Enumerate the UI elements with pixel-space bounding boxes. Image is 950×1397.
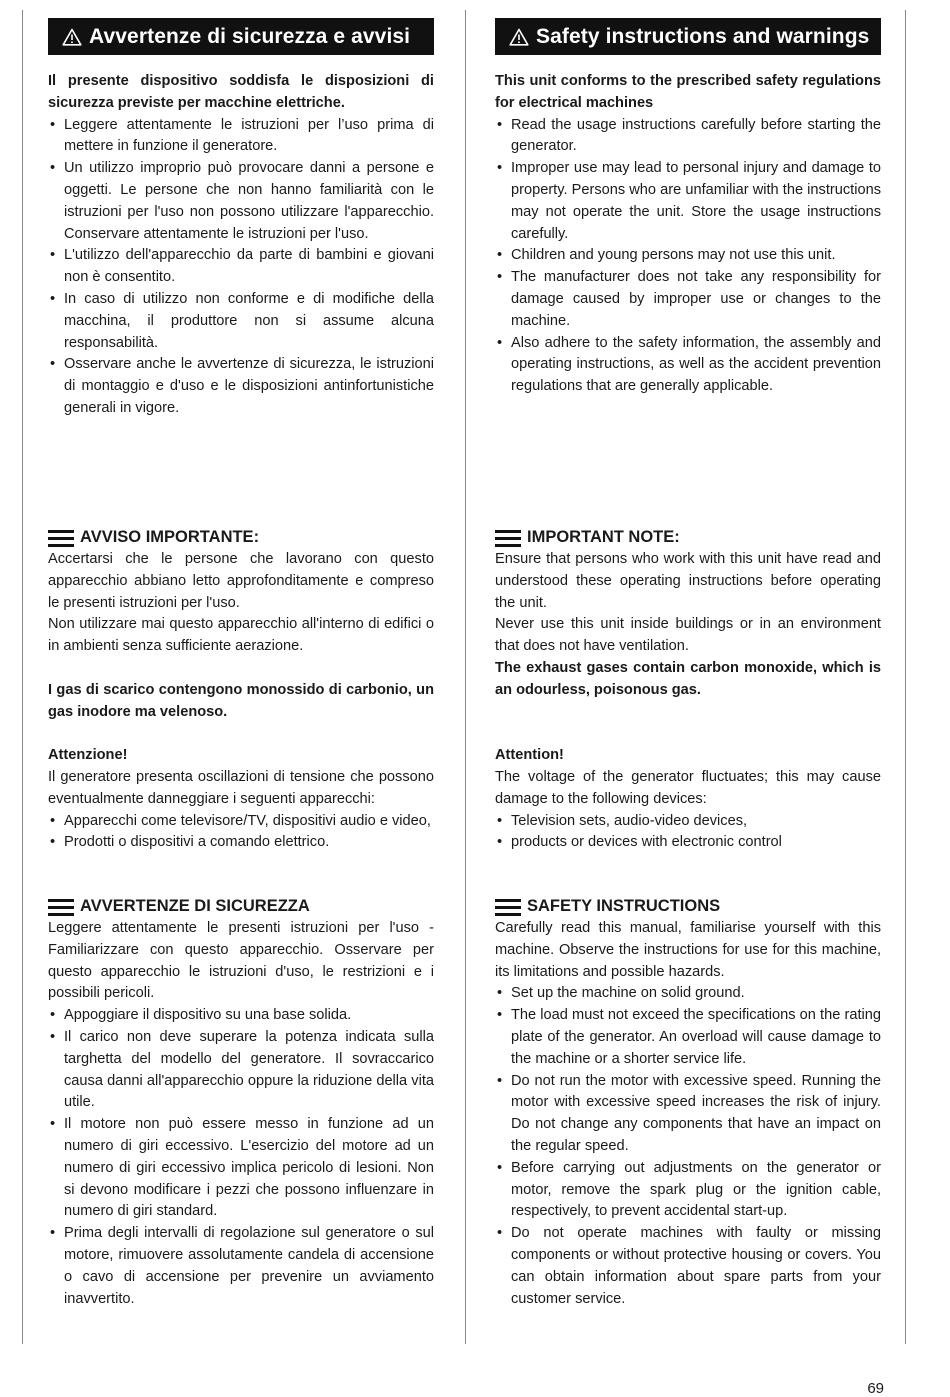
english-note-heading-text: IMPORTANT NOTE: bbox=[527, 528, 680, 547]
italian-title-bar bbox=[48, 18, 434, 55]
english-bullet-list bbox=[495, 115, 881, 398]
list-item: • Improper use may lead to personal injury and damage to property. Persons who are unfamiliar with the instructions may not operate the unit. Store the usage instructions carefully. bbox=[495, 158, 881, 245]
english-note-p1: Ensure that persons who work with this unit have read and understood these operating instructions before operating the unit. bbox=[495, 551, 881, 611]
italian-note-bold: I gas di scarico contengono monossido di carbonio, un gas inodore ma velenoso. bbox=[48, 681, 434, 720]
english-safety-heading bbox=[495, 896, 881, 918]
list-item: • Prima degli intervalli di regolazione sul generatore o sul motore, rimuovere assolutamente candela di accensione o cavo di accensione per prevenire un avviamento inavvertito. bbox=[48, 1223, 434, 1310]
note-lines-icon bbox=[48, 530, 74, 547]
note-lines-icon bbox=[495, 530, 521, 547]
list-item: • Il carico non deve superare la potenza indicata sulla targhetta del modello del generatore. Il sovraccarico causa danni all'apparecchio oppure la riduzione della vita utile. bbox=[48, 1027, 434, 1114]
list-item: • Also adhere to the safety information, the assembly and operating instructions, as well as the accident prevention regulations that are generally applicable. bbox=[495, 333, 881, 398]
english-attention-list bbox=[495, 811, 881, 855]
italian-intro: Il presente dispositivo soddisfa le disposizioni di sicurezza previste per macchine elettriche. bbox=[48, 73, 434, 111]
italian-note-heading-text: AVVISO IMPORTANTE: bbox=[80, 528, 260, 547]
list-item: • Television sets, audio-video devices, bbox=[495, 811, 881, 833]
italian-column bbox=[48, 18, 434, 1307]
italian-attention-label: Attenzione! bbox=[48, 747, 128, 764]
english-important-note bbox=[495, 527, 881, 854]
english-safety-section bbox=[495, 896, 881, 1310]
italian-note-p2: Non utilizzare mai questo apparecchio all'interno di edifici o in ambienti senza sufficiente aerazione. bbox=[48, 616, 434, 655]
center-column-rule bbox=[465, 10, 466, 1344]
list-item: • Osservare anche le avvertenze di sicurezza, le istruzioni di montaggio e d'uso e le disposizioni antinfortunistiche generali in vigore. bbox=[48, 354, 434, 419]
warning-triangle-icon bbox=[509, 28, 529, 46]
italian-bullet-list bbox=[48, 115, 434, 420]
list-item: • The manufacturer does not take any responsibility for damage caused by improper use or changes to the machine. bbox=[495, 267, 881, 332]
italian-important-note bbox=[48, 527, 434, 854]
list-item: • Before carrying out adjustments on the generator or motor, remove the spark plug or the ignition cable, respectively, to prevent accidental start-up. bbox=[495, 1158, 881, 1223]
italian-safety-intro: Leggere attentamente le presenti istruzioni per l'uso - Familiarizzare con questo apparecchio. Osservare per questo apparecchio le istruzioni d'uso, le restrizioni e i possibili pericoli. bbox=[48, 920, 434, 1002]
english-attention-text: The voltage of the generator fluctuates; this may cause damage to the following devices: bbox=[495, 768, 881, 807]
right-margin-rule bbox=[905, 10, 906, 1344]
english-note-p2: Never use this unit inside buildings or in an environment that does not have ventilation. bbox=[495, 616, 881, 655]
note-lines-icon bbox=[48, 899, 74, 916]
list-item: • Un utilizzo improprio può provocare danni a persone e oggetti. Le persone che non hanno familiarità con le istruzioni per l'uso non possono utilizzare l'apparecchio. Conservare attentamente le istruzioni per l'uso. bbox=[48, 158, 434, 245]
list-item: • L'utilizzo dell'apparecchio da parte di bambini e giovani non è consentito. bbox=[48, 245, 434, 289]
note-lines-icon bbox=[495, 899, 521, 916]
english-title-bar bbox=[495, 18, 881, 55]
warning-triangle-icon bbox=[62, 28, 82, 46]
italian-safety-heading bbox=[48, 896, 434, 918]
list-item: • Do not run the motor with excessive speed. Running the motor with excessive speed increases the risk of injury. Do not change any components that have an impact on the regular speed. bbox=[495, 1071, 881, 1158]
italian-note-p1: Accertarsi che le persone che lavorano con questo apparecchio abbiano letto approfonditamente e compreso le presenti istruzioni per l'uso. bbox=[48, 551, 434, 611]
list-item: • Il motore non può essere messo in funzione ad un numero di giri eccessivo. L'esercizio del motore ad un numero di giri eccessivo implica pericolo di lesioni. Non si devono modificare i pezzi che possono influenzare in numero di giri standard. bbox=[48, 1114, 434, 1223]
italian-safety-section bbox=[48, 896, 434, 1310]
italian-safety-list bbox=[48, 1005, 434, 1310]
english-title: Safety instructions and warnings bbox=[536, 24, 870, 48]
italian-safety-heading-text: AVVERTENZE DI SICUREZZA bbox=[80, 897, 310, 916]
english-note-heading bbox=[495, 527, 881, 549]
page-number: 69 bbox=[867, 1380, 884, 1397]
list-item: • Prodotti o dispositivi a comando elettrico. bbox=[48, 832, 434, 854]
list-item: • Set up the machine on solid ground. bbox=[495, 983, 881, 1005]
italian-title: Avvertenze di sicurezza e avvisi bbox=[89, 24, 411, 48]
italian-attention-list bbox=[48, 811, 434, 855]
english-safety-list bbox=[495, 983, 881, 1310]
list-item: • The load must not exceed the specifications on the rating plate of the generator. An overload will cause damage to the machine or a shorter service life. bbox=[495, 1005, 881, 1070]
english-note-bold: The exhaust gases contain carbon monoxide, which is an odourless, poisonous gas. bbox=[495, 659, 881, 698]
english-attention-label: Attention! bbox=[495, 747, 564, 764]
list-item: • Children and young persons may not use this unit. bbox=[495, 245, 881, 267]
italian-attention-text: Il generatore presenta oscillazioni di tensione che possono eventualmente danneggiare i seguenti apparecchi: bbox=[48, 768, 434, 807]
italian-note-heading bbox=[48, 527, 434, 549]
list-item: • products or devices with electronic control bbox=[495, 832, 881, 854]
english-safety-heading-text: SAFETY INSTRUCTIONS bbox=[527, 897, 721, 916]
list-item: • Apparecchi come televisore/TV, dispositivi audio e video, bbox=[48, 811, 434, 833]
english-safety-intro: Carefully read this manual, familiarise yourself with this machine. Observe the instructions for use for this machine, its limitations and possible hazards. bbox=[495, 920, 881, 980]
list-item: • Do not operate machines with faulty or missing components or without protective housing or covers. You can obtain information about spare parts from your customer service. bbox=[495, 1223, 881, 1310]
list-item: • Appoggiare il dispositivo su una base solida. bbox=[48, 1005, 434, 1027]
english-column bbox=[495, 18, 881, 1307]
english-intro: This unit conforms to the prescribed safety regulations for electrical machines bbox=[495, 73, 881, 111]
list-item: • Leggere attentamente le istruzioni per l’uso prima di mettere in funzione il generatore. bbox=[48, 115, 434, 159]
list-item: • In caso di utilizzo non conforme e di modifiche della macchina, il produttore non si assume alcuna responsabilità. bbox=[48, 289, 434, 354]
left-margin-rule bbox=[22, 10, 23, 1344]
list-item: • Read the usage instructions carefully before starting the generator. bbox=[495, 115, 881, 159]
